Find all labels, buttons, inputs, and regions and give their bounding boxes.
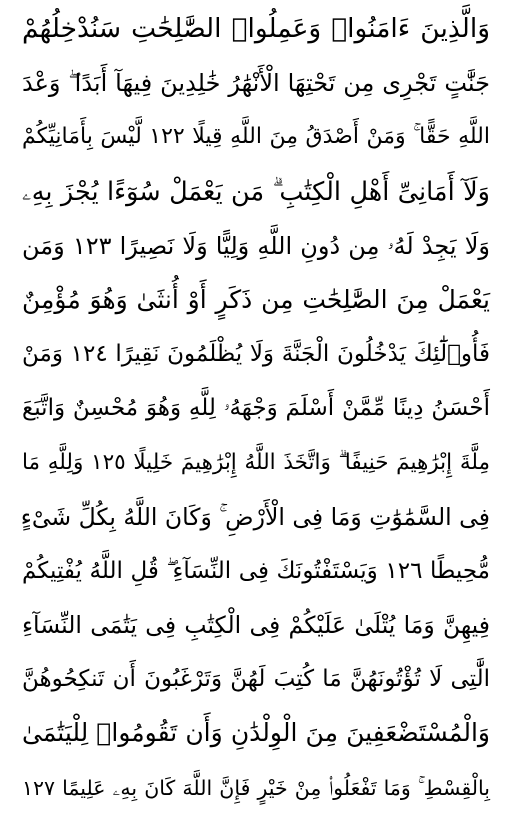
verse-line-13: الَّٰتِى لَا تُؤْتُونَهُنَّ مَا كُتِبَ لَهُنَّ وَتَرْغَبُونَ أَن تَنكِحُوهُنَّ	[22, 666, 490, 693]
verse-line-12: فِيهِنَّ وَمَا يُتْلَىٰ عَلَيْكُمْ فِى الْكِتَٰبِ فِى يَتَٰمَى النِّسَآءِ	[22, 611, 490, 640]
verse-line-5: وَلَا يَجِدْ لَهُۥ مِن دُونِ اللَّهِ وَلِيًّا وَلَا نَصِيرًا ١٢٣ وَمَن	[22, 231, 491, 260]
verse-line-10: فِى السَّمَٰوَٰتِ وَمَا فِى الْأَرْضِ ۚ وَكَانَ اللَّهُ بِكُلِّ شَىْءٍ	[20, 502, 490, 531]
verse-line-2: جَنَّٰتٍ تَجْرِى مِن تَحْتِهَا الْأَنْهَٰرُ خَٰلِدِينَ فِيهَآ أَبَدًا ۖ وَعْدَ	[22, 69, 490, 98]
verse-line-15: بِالْقِسْطِ ۚ وَمَا تَفْعَلُوا۟ مِنْ خَيْرٍ فَإِنَّ اللَّهَ كَانَ بِهِۦ عَلِيمًا ١٢٧	[22, 775, 490, 800]
verse-line-3: اللَّهِ حَقًّا ۚ وَمَنْ أَصْدَقُ مِنَ اللَّهِ قِيلًا ١٢٢ لَّيْسَ بِأَمَانِيِّكُمْ	[22, 124, 490, 150]
verse-line-14: وَالْمُسْتَضْعَفِينَ مِنَ الْوِلْدَٰنِ وَأَن تَقُومُوا۟ لِلْيَتَٰمَىٰ	[22, 718, 490, 748]
verse-line-8: أَحْسَنُ دِينًا مِّمَّنْ أَسْلَمَ وَجْهَهُۥ لِلَّهِ وَهُوَ مُحْسِنٌ وَاتَّبَعَ	[22, 395, 490, 422]
verse-line-7: فَأُو۟لَٰٓئِكَ يَدْخُلُونَ الْجَنَّةَ وَلَا يُظْلَمُونَ نَقِيرًا ١٢٤ وَمَنْ	[22, 341, 490, 368]
verse-line-4: وَلَآ أَمَانِىِّ أَهْلِ الْكِتَٰبِ ۗ مَن يَعْمَلْ سُوٓءًا يُجْزَ بِهِۦ	[22, 176, 490, 207]
verse-line-1: وَالَّذِينَ ءَامَنُوا۟ وَعَمِلُوا۟ الصَّٰلِحَٰتِ سَنُدْخِلُهُمْ	[22, 13, 490, 44]
verse-line-9: مِلَّةَ إِبْرَٰهِيمَ حَنِيفًا ۗ وَاتَّخَذَ اللَّهُ إِبْرَٰهِيمَ خَلِيلًا ١٢٥ وَلِلَّهِ مَا	[22, 449, 490, 475]
verse-line-11: مُّحِيطًا ١٢٦ وَيَسْتَفْتُونَكَ فِى النِّسَآءِ ۖ قُلِ اللَّهُ يُفْتِيكُمْ	[22, 557, 490, 584]
verse-line-6: يَعْمَلْ مِنَ الصَّٰلِحَٰتِ مِن ذَكَرٍ أَوْ أُنثَىٰ وَهُوَ مُؤْمِنٌ	[22, 284, 490, 314]
